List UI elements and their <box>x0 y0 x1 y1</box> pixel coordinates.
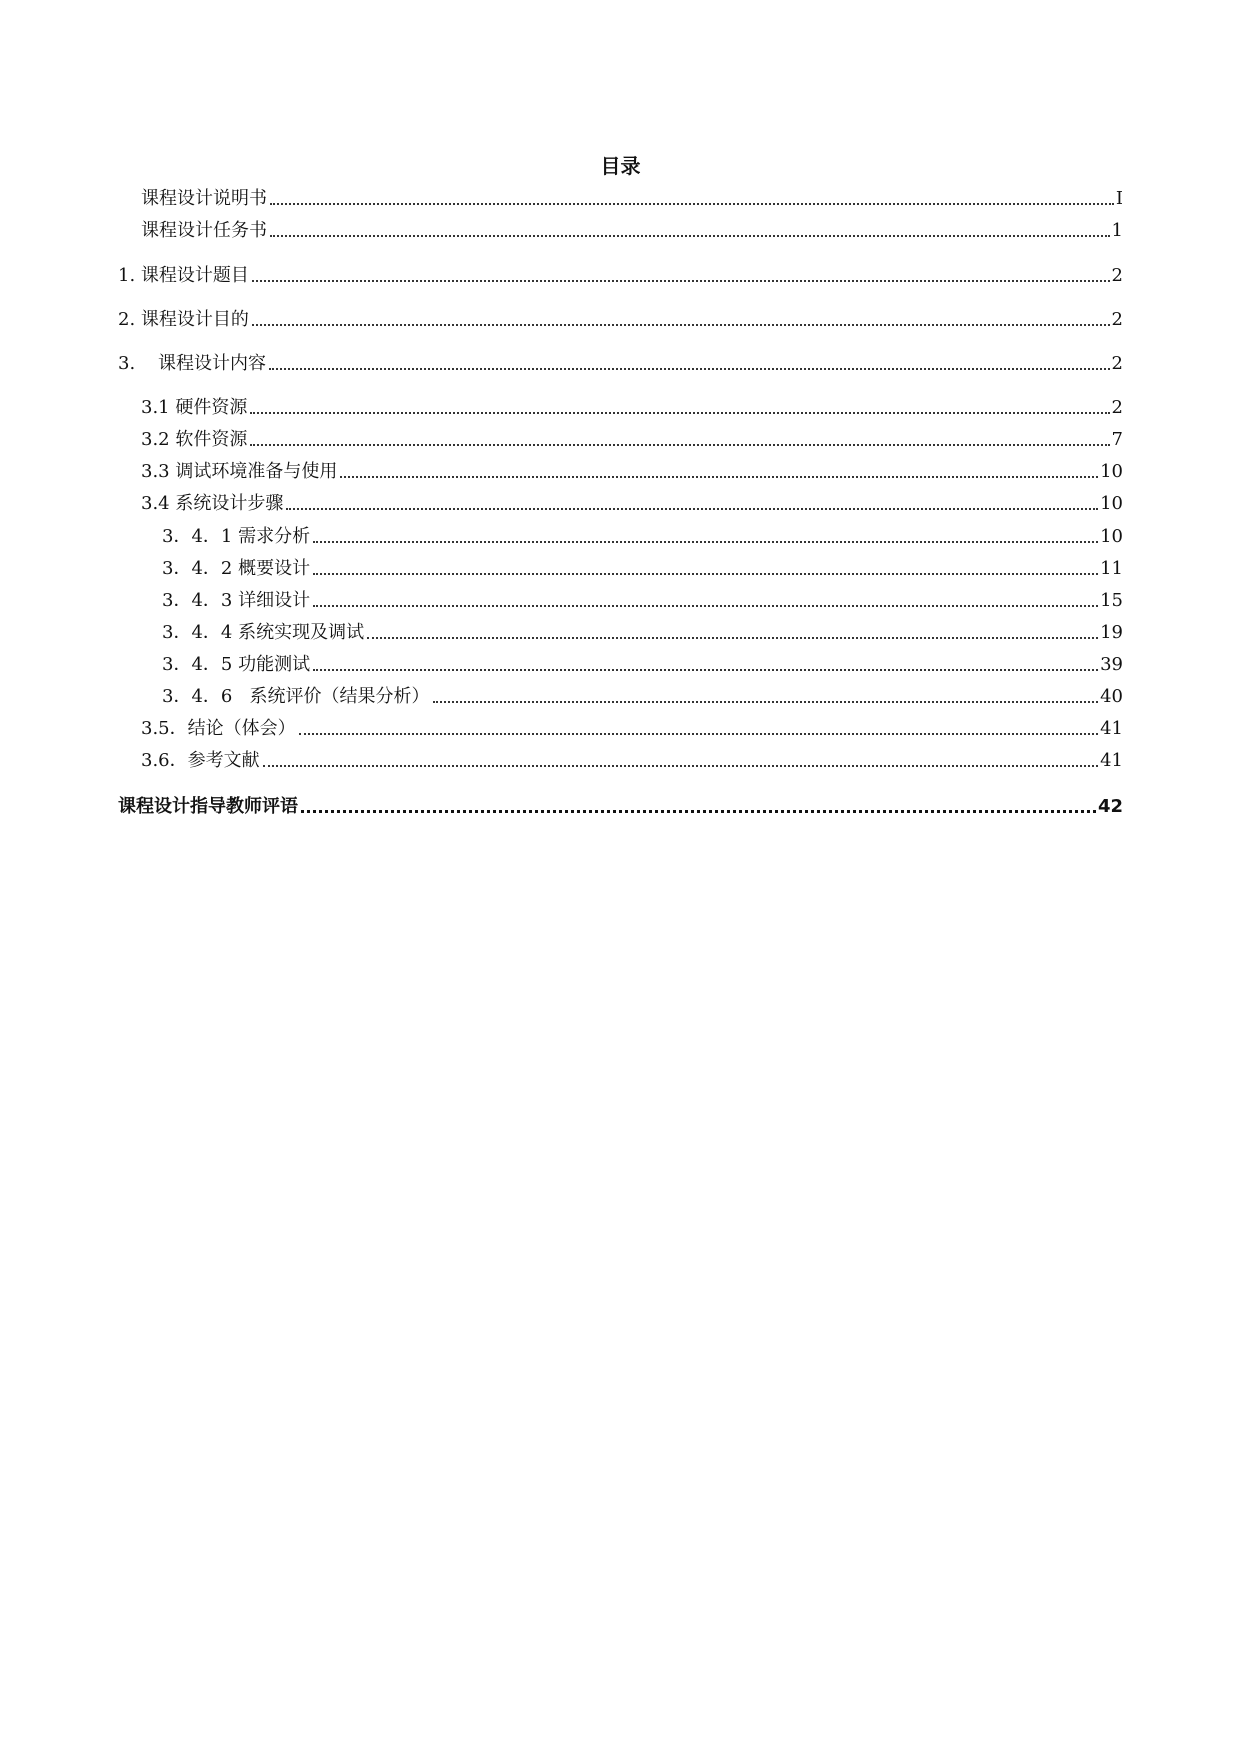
toc-entry-label: 课程设计指导教师评语 <box>118 796 298 817</box>
dot-leader <box>252 280 1110 282</box>
dot-leader <box>270 235 1110 237</box>
toc-entry[interactable] <box>141 429 1123 451</box>
toc-entry-page: I <box>1115 188 1123 209</box>
toc-entry-label: 2. 课程设计目的 <box>118 309 249 330</box>
toc-entry-page: 10 <box>1100 526 1123 547</box>
toc-entry[interactable] <box>162 558 1123 580</box>
dot-leader <box>313 669 1098 671</box>
toc-entry-label: 3.4 系统设计步骤 <box>141 493 284 514</box>
toc-entry-label: 3. 课程设计内容 <box>118 353 267 374</box>
toc-entry-label: 3．4．6 系统评价（结果分析） <box>162 686 430 707</box>
dot-leader <box>270 203 1114 205</box>
toc-entry-label: 3．4．3 详细设计 <box>162 590 311 611</box>
toc-entry[interactable] <box>141 493 1123 515</box>
toc-entry-page: 1 <box>1111 220 1123 241</box>
dot-leader <box>301 810 1096 813</box>
toc-entry-label: 3．4．2 概要设计 <box>162 558 311 579</box>
toc-entry-label: 课程设计任务书 <box>141 220 267 241</box>
dot-leader <box>269 368 1109 370</box>
dot-leader <box>299 733 1098 735</box>
toc-entry[interactable] <box>118 353 1123 375</box>
dot-leader <box>313 573 1098 575</box>
toc-entry[interactable] <box>141 750 1123 772</box>
toc-entry-page: 11 <box>1100 558 1123 579</box>
toc-entry-label: 3．4．5 功能测试 <box>162 654 311 675</box>
toc-entry[interactable] <box>162 654 1123 676</box>
toc-entry-label: 课程设计说明书 <box>141 188 267 209</box>
toc-entry-label: 1. 课程设计题目 <box>118 265 249 286</box>
toc-entry-label: 3.2 软件资源 <box>141 429 248 450</box>
dot-leader <box>313 605 1098 607</box>
toc-entry[interactable] <box>162 590 1123 612</box>
toc-entry-label: 3.5．结论（体会） <box>141 718 296 739</box>
toc-entry-page: 2 <box>1111 397 1123 418</box>
toc-entry[interactable] <box>141 718 1123 740</box>
toc-title: 目录 <box>600 154 641 178</box>
toc-entry[interactable] <box>162 622 1123 644</box>
toc-entry-page: 2 <box>1111 353 1123 374</box>
toc-entry-page: 2 <box>1111 309 1123 330</box>
toc-entry-page: 7 <box>1111 429 1123 450</box>
toc-entry-page: 41 <box>1100 718 1123 739</box>
toc-entry-page: 19 <box>1100 622 1123 643</box>
toc-entry[interactable] <box>118 796 1123 818</box>
toc-entry-page: 41 <box>1100 750 1123 771</box>
toc-entry-label: 3．4．4 系统实现及调试 <box>162 622 365 643</box>
toc-entry[interactable] <box>141 461 1123 483</box>
toc-entry[interactable] <box>162 526 1123 548</box>
dot-leader <box>250 444 1109 446</box>
toc-entry-label: 3.1 硬件资源 <box>141 397 248 418</box>
dot-leader <box>263 765 1098 767</box>
toc-entry-page: 39 <box>1100 654 1123 675</box>
dot-leader <box>433 701 1099 703</box>
toc-entry-label: 3.6．参考文献 <box>141 750 260 771</box>
dot-leader <box>340 476 1098 478</box>
toc-entry-page: 10 <box>1100 461 1123 482</box>
toc-entry-label: 3．4．1 需求分析 <box>162 526 311 547</box>
toc-entry-page: 40 <box>1100 686 1123 707</box>
dot-leader <box>252 324 1110 326</box>
toc-entry-label: 3.3 调试环境准备与使用 <box>141 461 338 482</box>
dot-leader <box>250 412 1109 414</box>
toc-entry-page: 42 <box>1097 796 1123 817</box>
dot-leader <box>367 637 1098 639</box>
dot-leader <box>286 508 1098 510</box>
toc-entry[interactable] <box>141 220 1123 242</box>
dot-leader <box>313 541 1098 543</box>
toc-entry-page: 15 <box>1100 590 1123 611</box>
toc-entry[interactable] <box>118 309 1123 331</box>
toc-entry-page: 10 <box>1100 493 1123 514</box>
toc-entry[interactable] <box>141 397 1123 419</box>
toc-entry[interactable] <box>162 686 1123 708</box>
toc-entry-page: 2 <box>1111 265 1123 286</box>
toc-entry[interactable] <box>118 265 1123 287</box>
toc-entry[interactable] <box>141 188 1123 210</box>
